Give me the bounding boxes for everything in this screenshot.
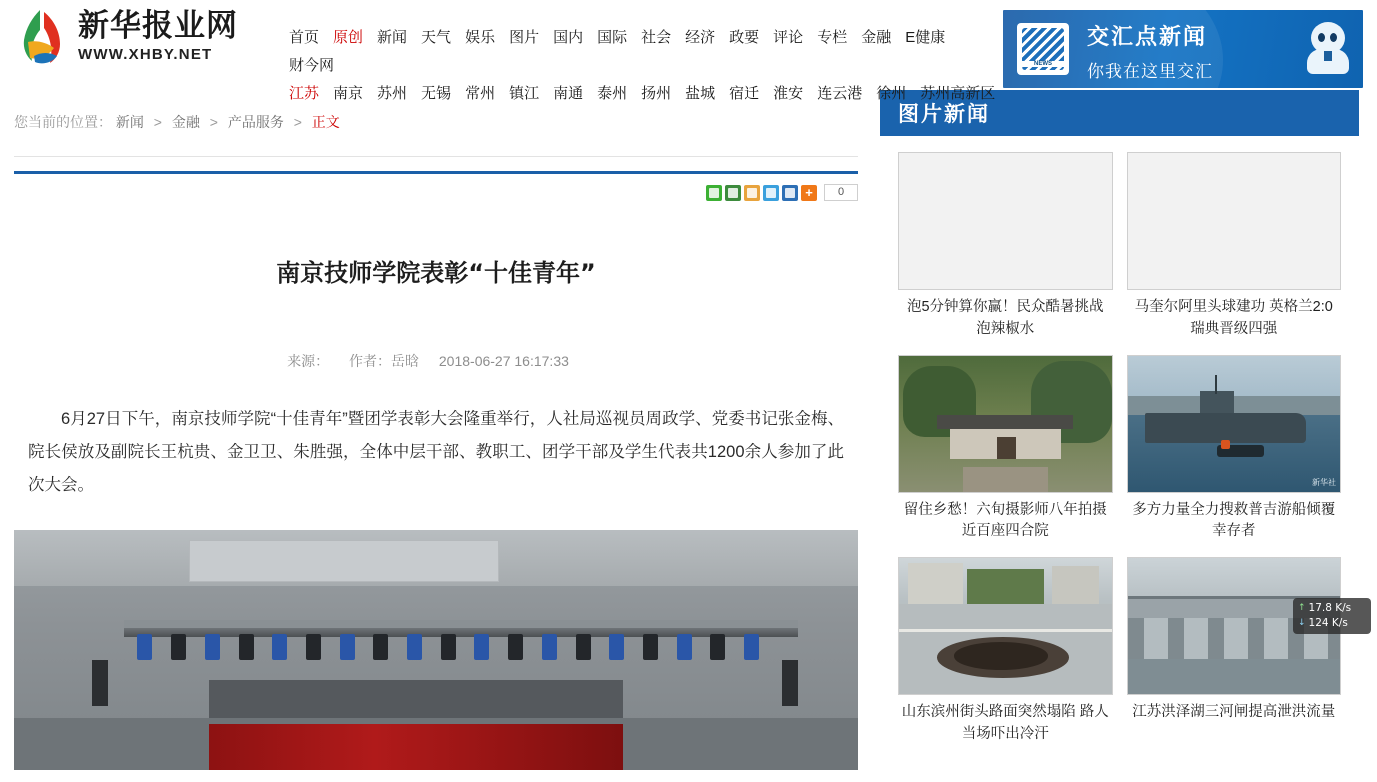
breadcrumb-sep-0: > [153, 114, 162, 130]
breadcrumb-current: 正文 [311, 114, 340, 130]
nav-item-4[interactable]: 娱乐 [465, 29, 496, 46]
breadcrumb-divider [14, 156, 858, 157]
breadcrumb-sep-2: > [293, 114, 302, 130]
nav-item-10[interactable]: 政要 [729, 29, 760, 46]
nav-item-0[interactable]: 首页 [289, 29, 320, 46]
logo-title: 新华报业网 [78, 7, 238, 44]
download-speed: 124 K/s [1308, 617, 1348, 629]
photo-caption-5[interactable]: 江苏洪泽湖三河闸提高泄洪流量 [1132, 704, 1336, 720]
nav-region-2[interactable]: 苏州 [377, 85, 408, 102]
nav-region-9[interactable]: 盐城 [685, 85, 716, 102]
banner-logo-icon [1017, 23, 1069, 75]
photo-thumbnail-3[interactable]: 新华社 [1127, 355, 1342, 493]
douban-icon[interactable] [782, 185, 798, 201]
photo-news-heading: 图片新闻 [898, 102, 990, 126]
photo-caption-1[interactable]: 马奎尔阿里头球建功 英格兰2:0瑞典晋级四强 [1134, 299, 1333, 337]
share-count: 0 [824, 184, 858, 201]
nav-item-15[interactable]: 财今网 [289, 57, 335, 74]
ad-banner-jiaohuidian[interactable] [1003, 10, 1363, 88]
nav-region-7[interactable]: 泰州 [597, 85, 628, 102]
breadcrumb-sep-1: > [209, 114, 218, 130]
article-datetime: 2018-06-27 16:17:33 [438, 352, 569, 369]
list-item[interactable] [898, 557, 1113, 746]
upload-speed: 17.8 K/s [1308, 602, 1352, 614]
photo-thumbnail-1[interactable] [1127, 152, 1342, 290]
nav-region-5[interactable]: 镇江 [509, 85, 540, 102]
nav-item-5[interactable]: 图片 [509, 29, 540, 46]
nav-item-12[interactable]: 专栏 [817, 29, 848, 46]
photo-thumbnail-2[interactable] [898, 355, 1113, 493]
banner-line1: 交汇点新闻 [1087, 24, 1208, 49]
nav-row-primary [282, 24, 1003, 80]
nav-region-0[interactable]: 江苏 [289, 85, 320, 102]
breadcrumb-item-2[interactable]: 产品服务 [227, 114, 284, 130]
nav-region-10[interactable]: 宿迁 [729, 85, 760, 102]
page-title: 南京技师学院表彰“十佳青年” [276, 259, 596, 288]
nav-item-2[interactable]: 新闻 [377, 29, 408, 46]
nav-region-8[interactable]: 扬州 [641, 85, 672, 102]
more-icon[interactable]: + [801, 185, 817, 201]
banner-line2: 你我在这里交汇 [1087, 62, 1213, 81]
nav-region-4[interactable]: 常州 [465, 85, 496, 102]
nav-region-6[interactable]: 南通 [553, 85, 584, 102]
share-toolbar [6, 174, 866, 201]
site-header [0, 0, 1377, 102]
photo-caption-3[interactable]: 多方力量全力搜救普吉游船倾覆幸存者 [1132, 501, 1336, 540]
nav-region-14[interactable]: 苏州高新区 [920, 85, 996, 102]
qzone-icon[interactable] [744, 185, 760, 201]
site-logo[interactable] [0, 6, 260, 66]
nav-region-3[interactable]: 无锡 [421, 85, 452, 102]
upload-arrow-icon: ↑ [1298, 603, 1306, 613]
list-item[interactable] [1127, 557, 1342, 746]
nav-item-8[interactable]: 社会 [641, 29, 672, 46]
banner-mascot-icon [1305, 22, 1353, 74]
list-item[interactable] [898, 152, 1113, 341]
main-navigation [260, 6, 1003, 108]
nav-row-regions [282, 80, 1003, 108]
nav-region-1[interactable]: 南京 [333, 85, 364, 102]
logo-subtitle: WWW.XHBY.NET [78, 45, 213, 63]
list-item[interactable] [1127, 152, 1342, 341]
nav-item-6[interactable]: 国内 [553, 29, 584, 46]
article-meta [6, 307, 866, 371]
article-source: 来源： [287, 352, 330, 369]
nav-item-1[interactable]: 原创 [333, 29, 364, 46]
article-author: 作者：岳晗 [349, 352, 419, 369]
article-paragraph-1: 6月27日下午，南京技师学院“十佳青年”暨团学表彰大会隆重举行，人社局巡视员周政学、党委书记张金梅、院长侯放及副院长王杭贵、金卫卫、朱胜强，全体中层干部、教职工、团学干部及学生代表共1200余人参加了此次大会。 [28, 409, 844, 494]
nav-item-14[interactable]: E健康 [905, 29, 946, 46]
article-column [0, 90, 880, 770]
article-photo [14, 530, 858, 770]
photo-news-column [880, 90, 1377, 746]
photo-caption-2[interactable]: 留住乡愁！六旬摄影师八年拍摄近百座四合院 [903, 501, 1107, 540]
list-item[interactable] [1127, 355, 1342, 544]
weibo-icon[interactable] [725, 185, 741, 201]
nav-item-11[interactable]: 评论 [773, 29, 804, 46]
breadcrumb-prefix: 您当前的位置： [14, 114, 112, 130]
photo-thumbnail-0[interactable] [898, 152, 1113, 290]
nav-item-13[interactable]: 金融 [861, 29, 892, 46]
photo-thumbnail-4[interactable] [898, 557, 1113, 695]
download-arrow-icon: ↓ [1298, 618, 1306, 628]
photo-caption-4[interactable]: 山东滨州街头路面突然塌陷 路人当场吓出冷汗 [901, 704, 1109, 742]
nav-region-11[interactable]: 淮安 [773, 85, 804, 102]
page-body [0, 90, 1377, 770]
nav-item-3[interactable]: 天气 [421, 29, 452, 46]
breadcrumb-item-1[interactable]: 金融 [171, 114, 200, 130]
list-item[interactable] [898, 355, 1113, 544]
nav-region-13[interactable]: 徐州 [876, 85, 907, 102]
nav-item-9[interactable]: 经济 [685, 29, 716, 46]
qq-icon[interactable] [763, 185, 779, 201]
nav-region-12[interactable]: 连云港 [817, 85, 863, 102]
network-speed-badge [1293, 598, 1371, 634]
photo-caption-0[interactable]: 泡5分钟算你赢！民众酷暑挑战泡辣椒水 [906, 299, 1104, 337]
stage-lights [124, 634, 798, 668]
wechat-icon[interactable] [706, 185, 722, 201]
breadcrumb-item-0[interactable]: 新闻 [115, 114, 144, 130]
nav-item-7[interactable]: 国际 [597, 29, 628, 46]
article-body [6, 371, 866, 502]
photo-news-grid [880, 152, 1359, 746]
xhby-logo-icon [14, 6, 70, 66]
